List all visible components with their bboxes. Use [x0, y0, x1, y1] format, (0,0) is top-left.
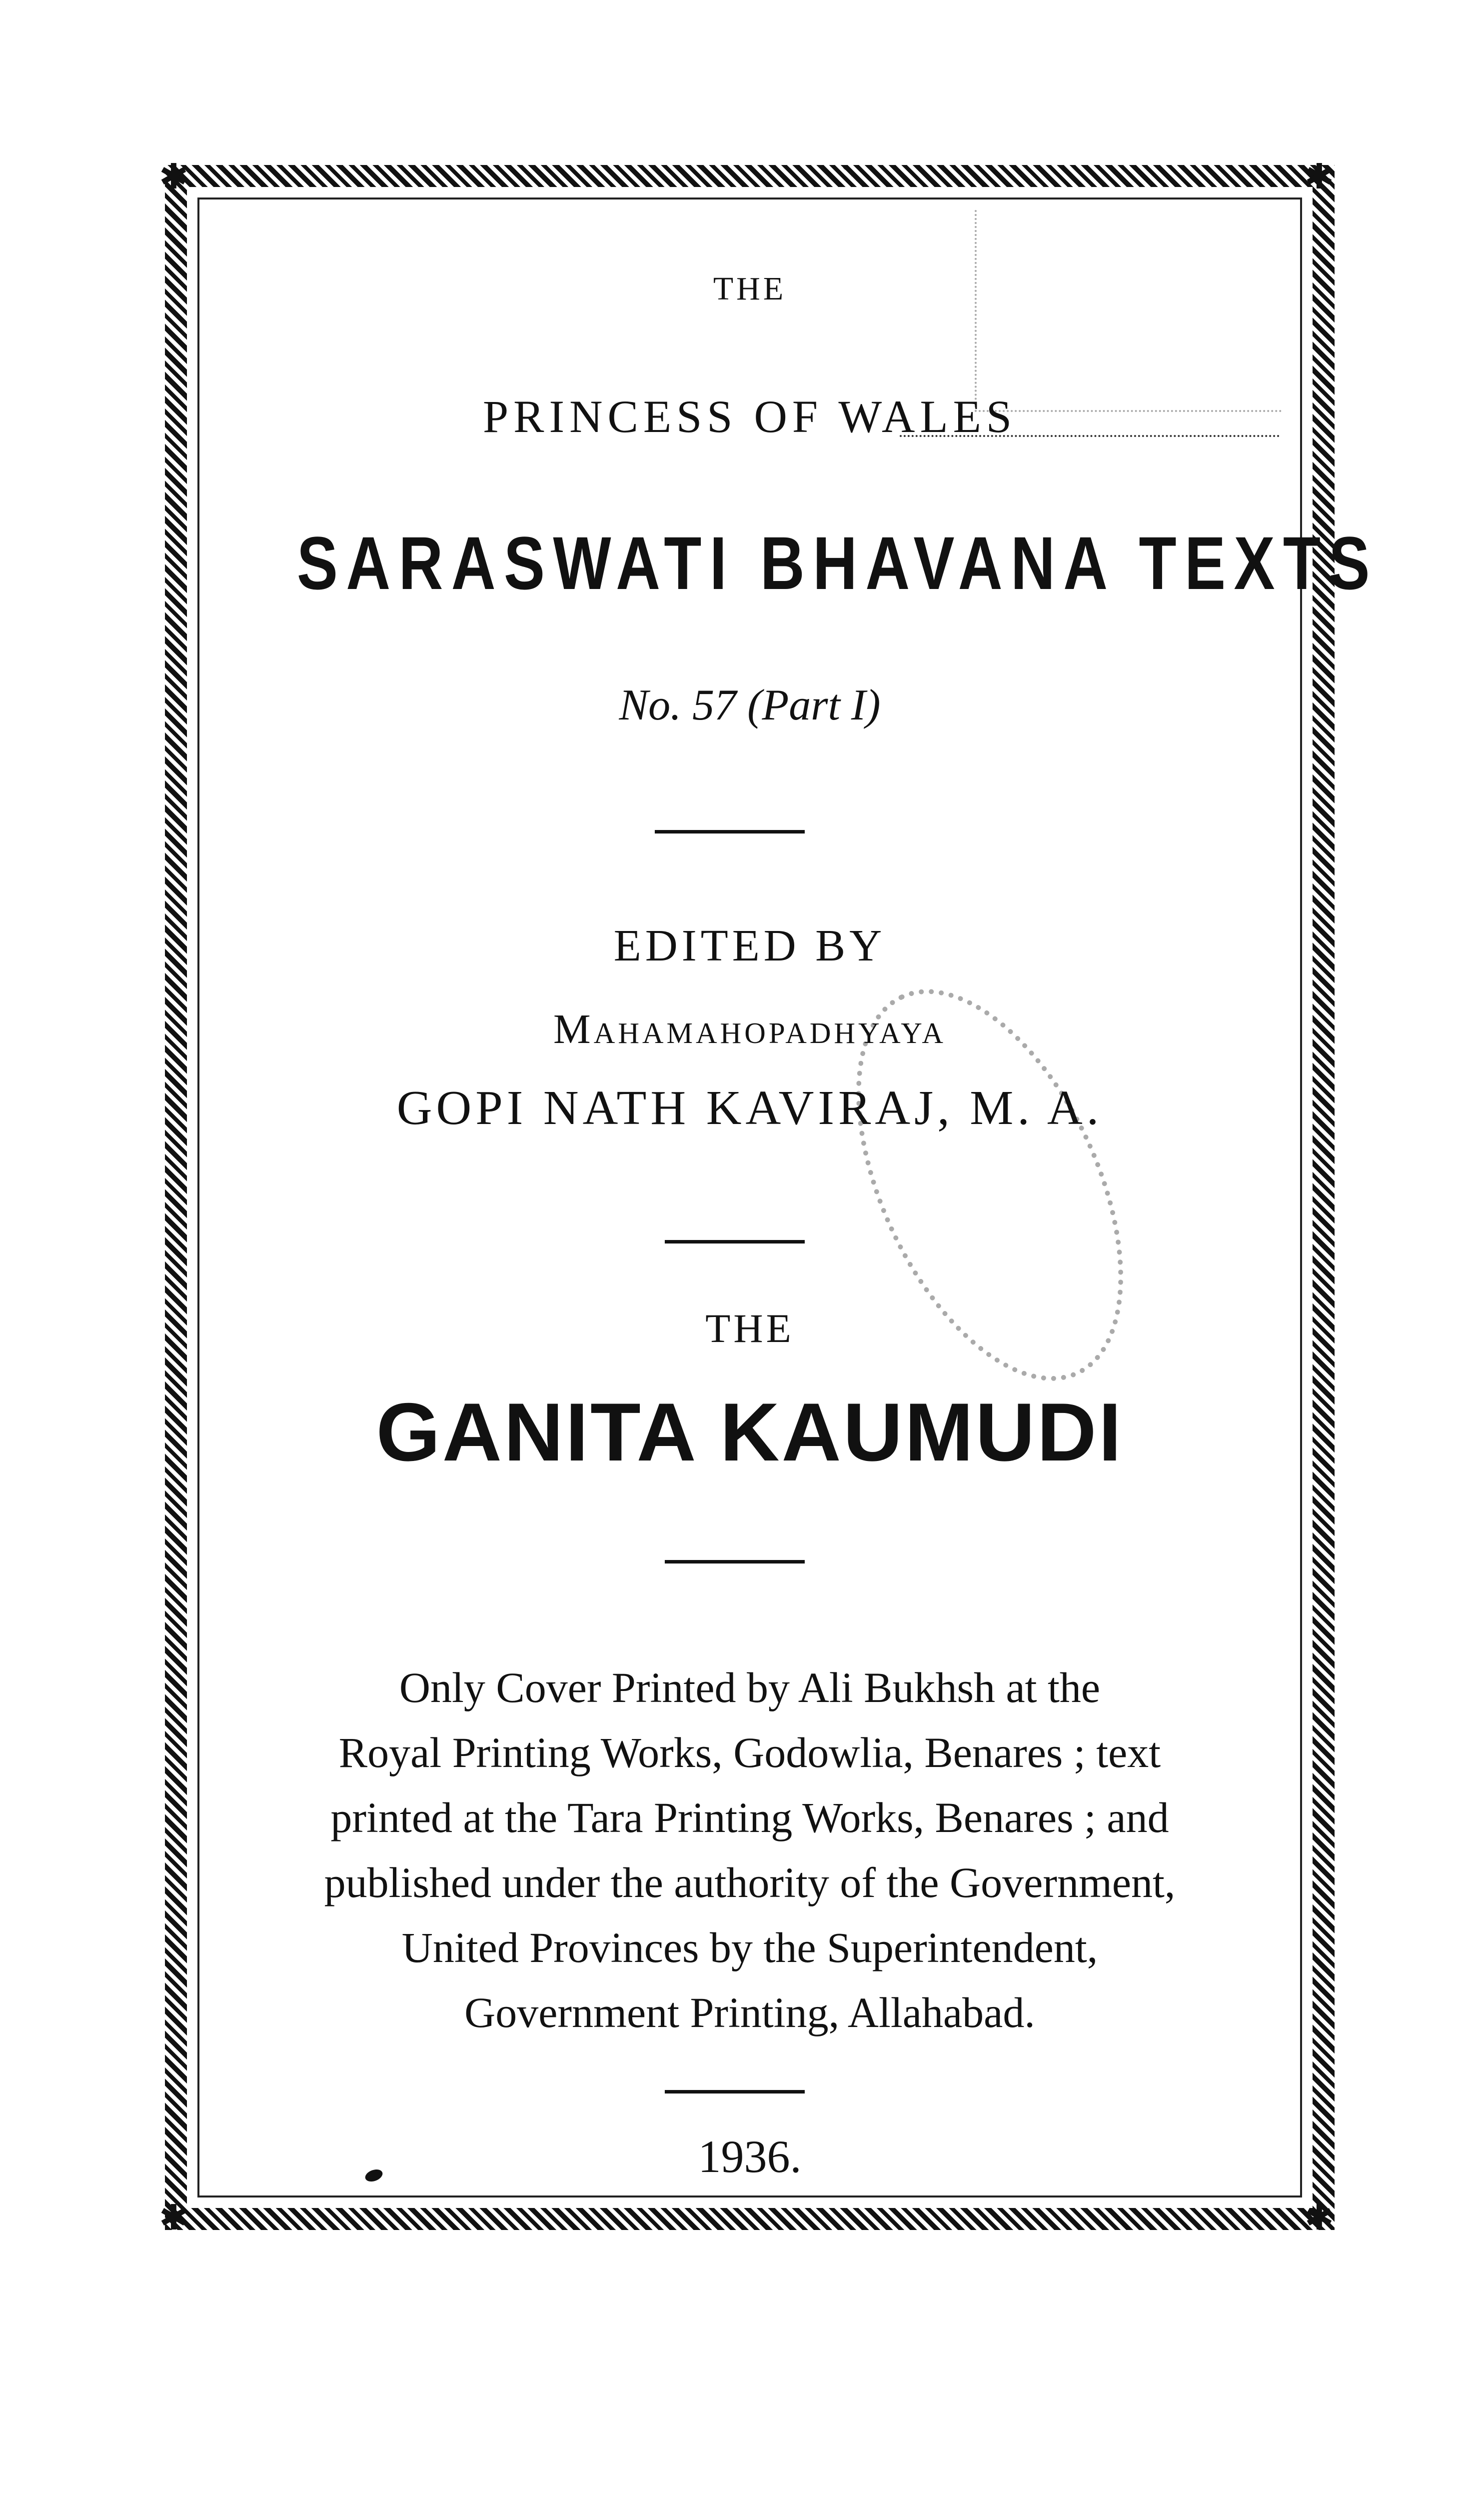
editor-title: Mahamahopadhyaya: [553, 1006, 946, 1052]
library-stamp: [975, 210, 1282, 412]
imprint-line: published under the authority of the Government,: [324, 1858, 1176, 1906]
separator-rule: [665, 1560, 805, 1564]
separator-rule: [665, 2090, 805, 2094]
series-line-2: SARASWATI BHAVANA TEXTS: [296, 521, 1378, 605]
imprint-line: United Provinces by the Superintendent,: [401, 1924, 1098, 1972]
corner-ornament-icon: ✱: [1305, 156, 1334, 197]
editor-name: GOPI NATH KAVIRAJ, M. A.: [396, 1081, 1103, 1135]
dotted-rule: [900, 435, 1280, 437]
series-number: No. 57 (Part I): [619, 681, 881, 730]
publication-year: 1936.: [698, 2131, 802, 2182]
corner-ornament-icon: ✱: [1305, 2197, 1334, 2238]
imprint-line: Royal Printing Works, Godowlia, Benares ; text: [338, 1728, 1161, 1776]
imprint-line: printed at the Tara Printing Works, Benares ; and: [330, 1794, 1169, 1842]
edited-by: EDITED BY: [613, 921, 886, 970]
separator-rule: [655, 830, 805, 834]
series-line-1: PRINCESS OF WALES: [482, 391, 1017, 442]
corner-ornament-icon: ✱: [159, 156, 188, 197]
book-title: GANITA KAUMUDI: [376, 1386, 1124, 1478]
corner-ornament-icon: ✱: [159, 2197, 188, 2238]
imprint: [197, 1655, 1302, 2045]
imprint-line: Only Cover Printed by Ali Bukhsh at the: [399, 1664, 1101, 1712]
the-top: THE: [713, 270, 787, 307]
separator-rule: [665, 1240, 805, 1244]
imprint-line: Government Printing, Allahabad.: [464, 1988, 1035, 2036]
the-mid: THE: [705, 1306, 794, 1351]
